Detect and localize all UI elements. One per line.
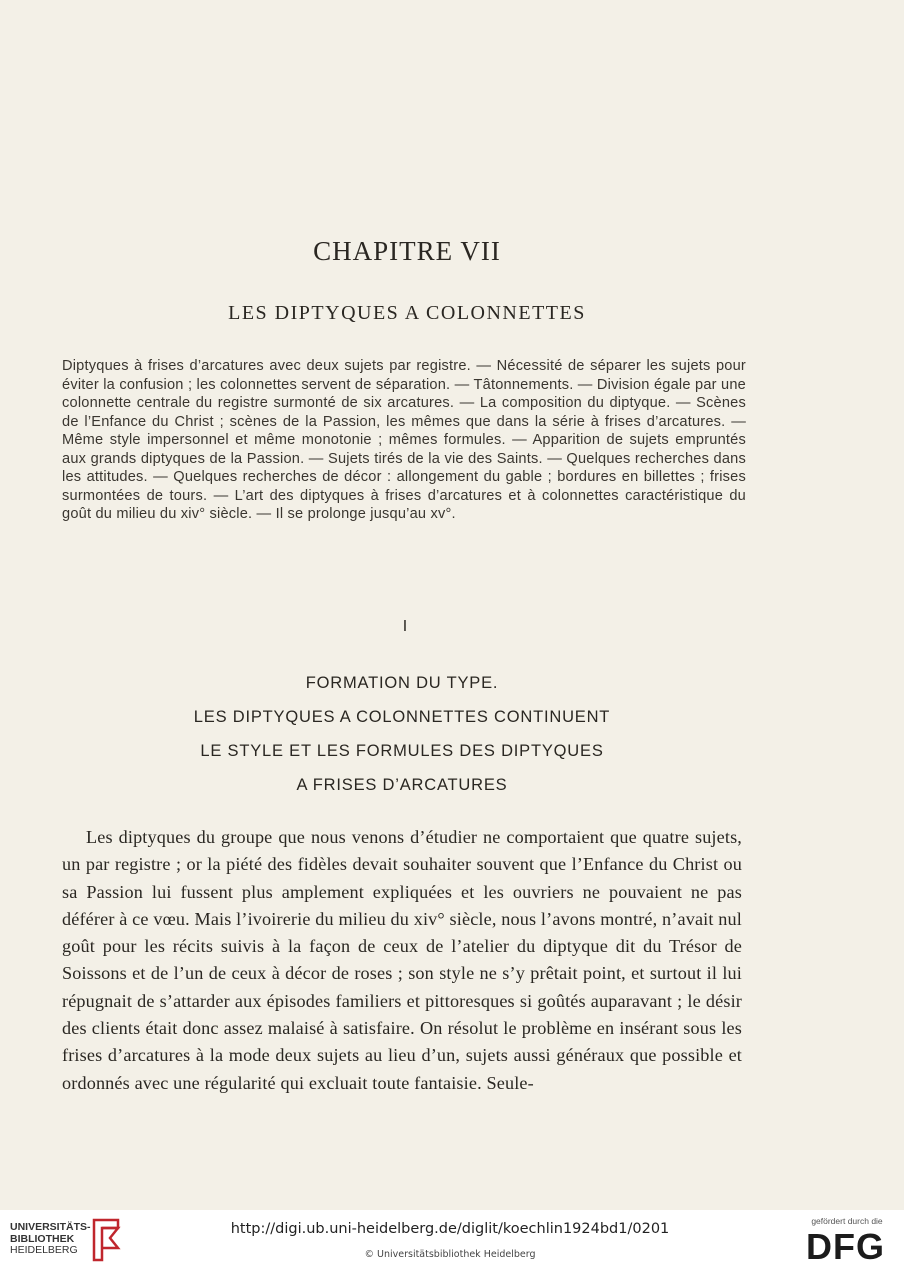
- footer-url-link[interactable]: http://digi.ub.uni-heidelberg.de/diglit/koechlin1924bd1/0201: [230, 1221, 670, 1237]
- section-heading-line: LE STYLE ET LES FORMULES DES DIPTYQUES: [200, 742, 604, 760]
- section-number: I: [402, 618, 408, 635]
- section-heading-line: A FRISES D’ARCATURES: [296, 776, 508, 794]
- chapter-summary: Diptyques à frises d’arcatures avec deux sujets par registre. — Nécessité de séparer les sujets pour éviter la confusion ; les colonnettes servent de séparation. — Tâtonnements. — Division égale par une colonnette centrale du registre surmonté de six arcatures. — La composition du diptyque. — Scènes de l’Enfance du Christ ; scènes de la Passion, les mêmes que dans la série à frises d’arcatures. — Même style impersonnel et même monotonie ; mêmes formules. — Apparition de sujets empruntés aux grands diptyques de la Passion. — Sujets tirés de la vie des Saints. — Quelques recherches dans les attitudes. — Quelques recherches de décor : allongement du gable ; bordures en billettes ; frises surmontées de tours. — L’art des diptyques à frises d’arcatures et à colonnettes caractéristique du goût du milieu du xiv° siècle. — Il se prolonge jusqu’au xv°.: [62, 358, 746, 522]
- dfg-logo: DFG: [806, 1226, 885, 1267]
- chapter-subtitle: LES DIPTYQUES A COLONNETTES: [228, 302, 586, 324]
- section-heading-line: LES DIPTYQUES A COLONNETTES CONTINUENT: [193, 708, 611, 726]
- library-logo-icon: [88, 1216, 124, 1264]
- library-name: [10, 1222, 91, 1257]
- section-heading-line: FORMATION DU TYPE.: [305, 674, 499, 692]
- footer-copyright: © Universitätsbibliothek Heidelberg: [364, 1249, 536, 1260]
- library-name-line: UNIVERSITÄTS-: [10, 1221, 91, 1233]
- chapter-title: CHAPITRE VII: [313, 236, 501, 266]
- footer-bar: [0, 1210, 904, 1273]
- body-paragraph: Les diptyques du groupe que nous venons d’étudier ne comportaient que quatre sujets, un par registre ; or la piété des fidèles devait souhaiter souvent que l’Enfance du Christ ou sa Passion lui fussent plus amplement expliquées et les ouvriers ne pouvaient ne pas déférer à ce vœu. Mais l’ivoirerie du milieu du xiv° siècle, nous l’avons montré, n’avait nul goût pour les récits suivis à la façon de ceux de l’atelier du diptyque dit du Trésor de Soissons et de l’un de ceux à décor de roses ; son style ne s’y prêtait point, et surtout il lui répugnait de s’attarder aux épisodes familiers et pittoresques si goûtés auparavant ; le désir des clients était donc assez malaisé à satisfaire. On résolut le problème en insérant sous les frises d’arcatures à la mode deux sujets au lieu d’un, sujets aussi généraux que possible et ordonnés avec une régularité qui excluait toute fantaisie. Seule-: [62, 827, 742, 1093]
- library-name-line: BIBLIOTHEK: [10, 1232, 75, 1245]
- section-heading: [0, 666, 804, 802]
- funding-label: gefördert durch die: [811, 1216, 883, 1226]
- library-name-line: HEIDELBERG: [10, 1244, 78, 1256]
